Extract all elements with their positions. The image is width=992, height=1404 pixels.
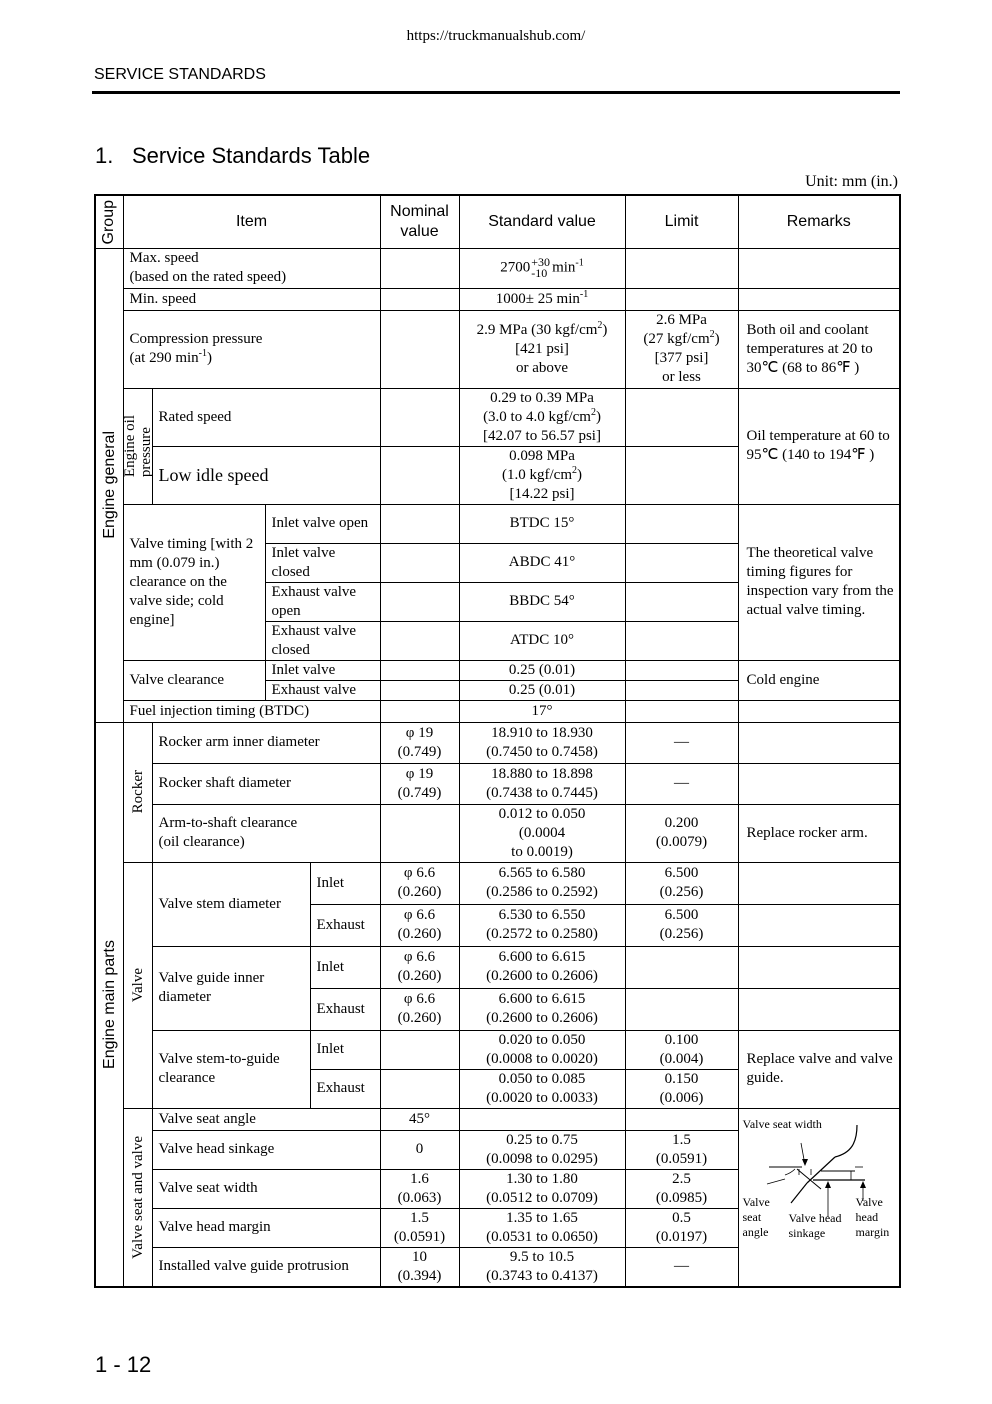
table-row [95,388,900,446]
limit-inlet-closed [625,543,738,582]
subgroup-valve-seat-label: Valve seat and valve [129,1135,146,1259]
item-arm-to-shaft: Arm-to-shaft clearance (oil clearance) [152,804,380,862]
std-stem-inlet: 6.565 to 6.580 (0.2586 to 0.2592) [459,862,625,904]
item-guide-protrusion: Installed valve guide protrusion [152,1247,380,1287]
item-inlet-valve-closed: Inlet valve closed [265,543,380,582]
valve-seat-diagram [739,1109,900,1247]
table-row [95,288,900,310]
nominal-inlet-open [380,504,459,543]
nominal-max-speed [380,248,459,288]
std-compression: 2.9 MPa (30 kgf/$cm^2$) [421 psi] or above [459,310,625,388]
table-row [95,700,900,722]
limit-stg-exhaust: 0.150 (0.006) [625,1069,738,1108]
item-valve-seat-width: Valve seat width [152,1169,380,1208]
item-stg-exhaust: Exhaust [310,1069,380,1108]
limit-guide-exhaust [625,988,738,1030]
std-arm-to-shaft: 0.012 to 0.050 (0.0004 to 0.0019) [459,804,625,862]
subgroup-rocker-label: Rocker [129,770,146,814]
std-guide-inlet: 6.600 to 6.615 (0.2600 to 0.2606) [459,946,625,988]
table-row [95,722,900,763]
std-rocker-arm-inner: 18.910 to 18.930 (0.7450 to 0.7458) [459,722,625,763]
item-low-idle-speed: Low idle speed [152,446,380,504]
std-valve-head-margin: 1.35 to 1.65 (0.0531 to 0.0650) [459,1208,625,1247]
item-stem-exhaust: Exhaust [310,904,380,946]
limit-arm-to-shaft: 0.200 (0.0079) [625,804,738,862]
std-inlet-closed: ABDC 41° [459,543,625,582]
group-engine-main-parts [95,722,123,1287]
std-guide-protrusion: 9.5 to 10.5 (0.3743 to 0.4137) [459,1247,625,1287]
service-standards-table [94,194,901,1288]
header-group [95,195,123,248]
limit-guide-inlet [625,946,738,988]
item-valve-head-sinkage: Valve head sinkage [152,1130,380,1169]
std-stg-exhaust: 0.050 to 0.085 (0.0020 to 0.0033) [459,1069,625,1108]
limit-rated-speed [625,388,738,446]
title-number: 1. [95,143,114,168]
nominal-stem-inlet: φ 6.6 (0.260) [380,862,459,904]
limit-valve-head-margin: 0.5 (0.0197) [625,1208,738,1247]
item-exhaust-valve: Exhaust valve [265,680,380,700]
std-rocker-shaft: 18.880 to 18.898 (0.7438 to 0.7445) [459,763,625,804]
item-rated-speed: Rated speed [152,388,380,446]
item-inlet-valve-open: Inlet valve open [265,504,380,543]
header-divider [92,91,900,94]
group-engine-general-label: Engine general [100,431,118,539]
nominal-exhaust-closed [380,621,459,660]
subgroup-rocker [123,722,152,862]
limit-rocker-shaft: — [625,763,738,804]
limit-valve-head-sinkage: 1.5 (0.0591) [625,1130,738,1169]
header-remarks: Remarks [738,195,900,248]
group-engine-general [95,248,123,722]
nominal-valve-seat-width: 1.6 (0.063) [380,1169,459,1208]
item-stem-to-guide: Valve stem-to-guide clearance [152,1030,310,1108]
remarks-valve-clearance: Cold engine [738,660,900,700]
remarks-oil-pressure: Oil temperature at 60 to 95℃ (140 to 194℉ ) [738,388,900,504]
remarks-arm-to-shaft: Replace rocker arm. [738,804,900,862]
nominal-stg-exhaust [380,1069,459,1108]
std-clearance-inlet: 0.25 (0.01) [459,660,625,680]
nominal-inlet-closed [380,543,459,582]
nominal-guide-inlet: φ 6.6 (0.260) [380,946,459,988]
item-fuel-injection: Fuel injection timing (BTDC) [123,700,380,722]
limit-clearance-inlet [625,660,738,680]
header-standard: Standard value [459,195,625,248]
title-text: Service Standards Table [132,143,371,168]
nominal-clearance-inlet [380,660,459,680]
table-row [95,310,900,388]
remarks-guide-exhaust [738,988,900,1030]
std-stem-exhaust: 6.530 to 6.550 (0.2572 to 0.2580) [459,904,625,946]
nominal-valve-head-margin: 1.5 (0.0591) [380,1208,459,1247]
nominal-fuel-injection [380,700,459,722]
subgroup-valve-label: Valve [129,967,146,1003]
item-rocker-shaft: Rocker shaft diameter [152,763,380,804]
std-valve-head-sinkage: 0.25 to 0.75 (0.0098 to 0.0295) [459,1130,625,1169]
std-exhaust-closed: ATDC 10° [459,621,625,660]
tolerance: +30 -10 [531,255,551,280]
page-number: 1 - 12 [95,1352,152,1377]
std-fuel-injection: 17° [459,700,625,722]
item-inlet-valve: Inlet valve [265,660,380,680]
limit-exhaust-open [625,582,738,621]
nominal-guide-protrusion: 10 (0.394) [380,1247,459,1287]
limit-guide-protrusion: — [625,1247,738,1287]
table-header-row [95,195,900,248]
nominal-rocker-shaft: φ 19 (0.749) [380,763,459,804]
header-group-label: Group [100,199,118,244]
limit-max-speed [625,248,738,288]
limit-fuel-injection [625,700,738,722]
label-valve-seat-width: Valve seat width [742,1116,822,1131]
nominal-rated-speed [380,388,459,446]
limit-exhaust-closed [625,621,738,660]
limit-stem-exhaust: 6.500 (0.256) [625,904,738,946]
table-row [95,804,900,862]
source-url: https://truckmanualshub.com/ [406,28,586,44]
nominal-stem-exhaust: φ 6.6 (0.260) [380,904,459,946]
limit-compression: 2.6 MPa (27 kgf/$cm^2$) [377 psi] or less [625,310,738,388]
std-exhaust-open: BBDC 54° [459,582,625,621]
std-inlet-open: BTDC 15° [459,504,625,543]
remarks-stem-exhaust [738,904,900,946]
limit-clearance-exhaust [625,680,738,700]
remarks-compression: Both oil and coolant temperatures at 20 to 30℃ (68 to 86℉ ) [738,310,900,388]
subgroup-engine-oil-pressure [123,388,152,504]
item-min-speed: Min. speed [123,288,380,310]
remarks-stem-to-guide: Replace valve and valve guide. [738,1030,900,1108]
subgroup-valve-seat-and-valve [123,1108,152,1287]
table-row [95,660,900,680]
std-low-idle: 0.098 MPa (1.0 kgf/$cm^2$) [14.22 psi] [459,446,625,504]
header-item: Item [123,195,380,248]
subgroup-valve [123,862,152,1108]
nominal-low-idle [380,446,459,504]
nominal-clearance-exhaust [380,680,459,700]
remarks-min-speed [738,288,900,310]
nominal-min-speed [380,288,459,310]
item-stem-inlet: Inlet [310,862,380,904]
item-exhaust-valve-closed: Exhaust valve closed [265,621,380,660]
nominal-guide-exhaust: φ 6.6 (0.260) [380,988,459,1030]
table-row [95,1030,900,1069]
std-rated-speed: 0.29 to 0.39 MPa (3.0 to 4.0 kgf/$cm^2$) [42.07 to 56.57 psi] [459,388,625,446]
label-valve-seat-angle: Valve seat angle [742,1194,770,1239]
unit-label: Unit: mm (in.) [805,173,898,190]
limit-rocker-arm-inner: — [625,722,738,763]
item-compression: Compression pressure (at 290 $\min^{-1}$) [123,310,380,388]
header-nominal-line1: Nominal [390,202,449,220]
item-exhaust-valve-open: Exhaust valve open [265,582,380,621]
limit-valve-seat-width: 2.5 (0.0985) [625,1169,738,1208]
nominal-valve-seat-angle: 45° [380,1108,459,1130]
table-row [95,248,900,288]
remarks-stem-inlet [738,862,900,904]
std-guide-exhaust: 6.600 to 6.615 (0.2600 to 0.2606) [459,988,625,1030]
table-row [95,946,900,988]
item-valve-guide-inner: Valve guide inner diameter [152,946,310,1030]
nominal-exhaust-open [380,582,459,621]
std-min-speed: 1000± 25 $\min^{-1}$ [459,288,625,310]
limit-valve-seat-angle [625,1108,738,1130]
header-nominal-line2: value [400,222,439,240]
header-limit: Limit [625,195,738,248]
label-valve-head-sinkage: Valve head sinkage [788,1210,842,1240]
item-guide-inlet: Inlet [310,946,380,988]
item-rocker-arm-inner: Rocker arm inner diameter [152,722,380,763]
section-header: SERVICE STANDARDS [94,66,266,83]
item-valve-seat-angle: Valve seat angle [152,1108,380,1130]
table-row [95,763,900,804]
std-valve-seat-width: 1.30 to 1.80 (0.0512 to 0.0709) [459,1169,625,1208]
nominal-rocker-arm-inner: φ 19 (0.749) [380,722,459,763]
limit-low-idle [625,446,738,504]
nominal-arm-to-shaft [380,804,459,862]
std-max-speed: 2700+30 -10 $\min^{-1}$ [459,248,625,288]
table-row [95,1108,900,1130]
remarks-rocker-shaft [738,763,900,804]
remarks-max-speed [738,248,900,288]
nominal-valve-head-sinkage: 0 [380,1130,459,1169]
limit-stg-inlet: 0.100 (0.004) [625,1030,738,1069]
item-valve-timing: Valve timing [with 2 mm (0.079 in.) clearance on the valve side; cold engine] [123,504,265,660]
limit-inlet-open [625,504,738,543]
valve-seat-diagram-cell [738,1108,900,1287]
remarks-rocker-arm-inner [738,722,900,763]
item-stg-inlet: Inlet [310,1030,380,1069]
item-max-speed: Max. speed (based on the rated speed) [123,248,380,288]
limit-min-speed [625,288,738,310]
limit-stem-inlet: 6.500 (0.256) [625,862,738,904]
std-stg-inlet: 0.020 to 0.050 (0.0008 to 0.0020) [459,1030,625,1069]
remarks-valve-timing: The theoretical valve timing figures for inspection vary from the actual valve timing. [738,504,900,660]
remarks-fuel-injection [738,700,900,722]
remarks-guide-inlet [738,946,900,988]
table-row [95,504,900,543]
item-guide-exhaust: Exhaust [310,988,380,1030]
nominal-compression [380,310,459,388]
item-valve-clearance: Valve clearance [123,660,265,700]
group-engine-main-parts-label: Engine main parts [100,939,118,1069]
subgroup-engine-oil-pressure-label: Engine oil pressure [121,414,154,478]
item-valve-head-margin: Valve head margin [152,1208,380,1247]
std-valve-seat-angle [459,1108,625,1130]
std-clearance-exhaust: 0.25 (0.01) [459,680,625,700]
label-valve-head-margin: Valve head margin [855,1194,890,1239]
table-row [95,862,900,904]
nominal-stg-inlet [380,1030,459,1069]
item-valve-stem-diameter: Valve stem diameter [152,862,310,946]
header-nominal [380,195,459,248]
page-title [95,143,370,169]
